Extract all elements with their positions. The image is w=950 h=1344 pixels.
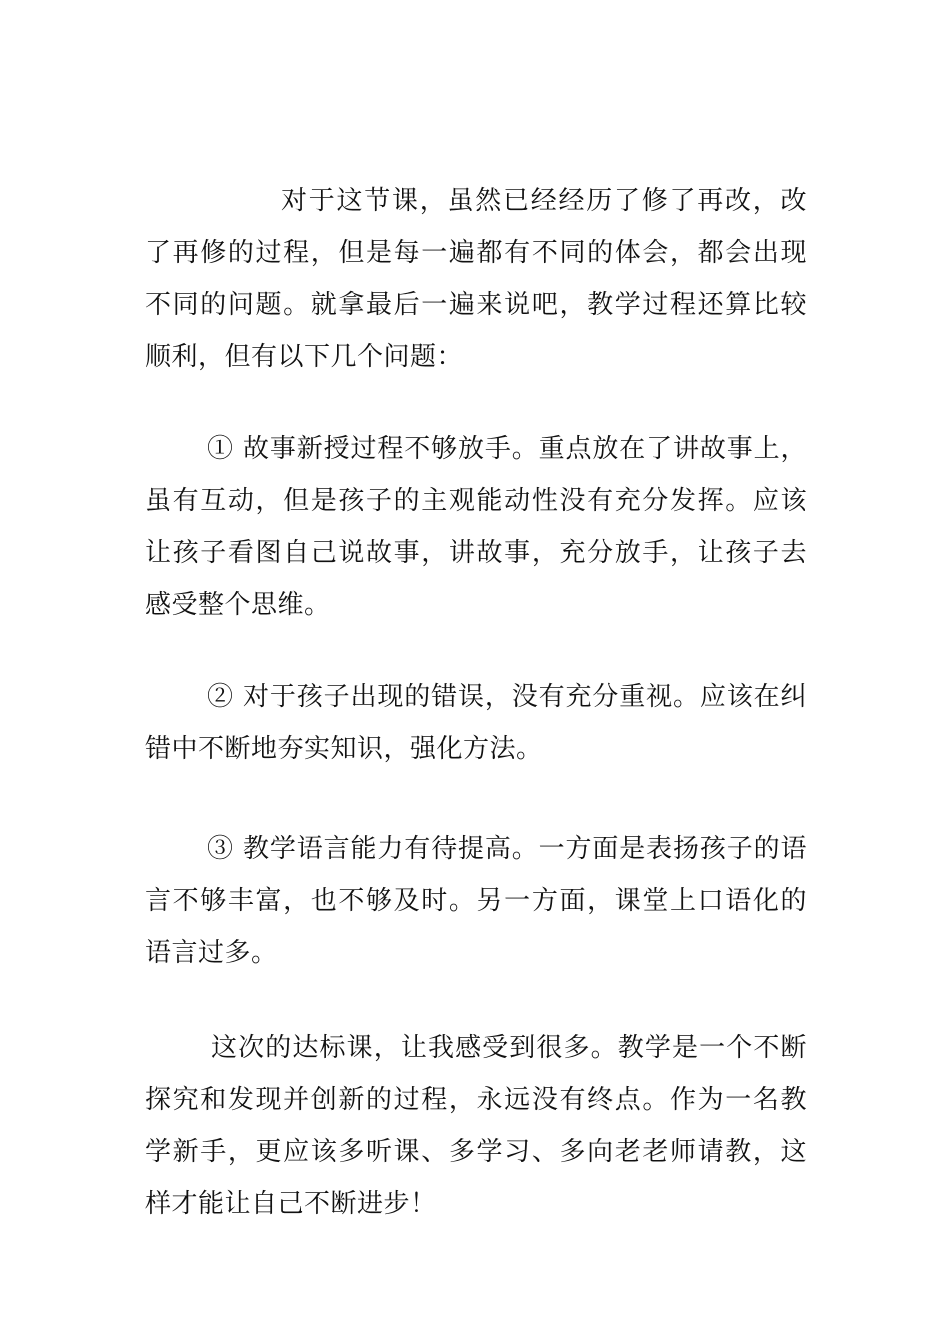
intro-paragraph: 对于这节课，虽然已经经历了修了再改，改了再修的过程，但是每一遍都有不同的体会，都会出现不同的问题。就拿最后一遍来说吧，教学过程还算比较顺利，但有以下几个问题： — [145, 186, 807, 372]
problem-item-3: ③ 教学语言能力有待提高。一方面是表扬孩子的语言不够丰富，也不够及时。另一方面，课堂上口语化的语言过多。 — [145, 834, 807, 968]
problem-item-2: ② 对于孩子出现的错误，没有充分重视。应该在纠错中不断地夯实知识，强化方法。 — [145, 682, 807, 764]
problem-item-1: ① 故事新授过程不够放手。重点放在了讲故事上，虽有互动，但是孩子的主观能动性没有充分发挥。应该让孩子看图自己说故事，讲故事，充分放手，让孩子去感受整个思维。 — [145, 434, 807, 620]
conclusion-paragraph: 这次的达标课，让我感受到很多。教学是一个不断探究和发现并创新的过程，永远没有终点。作为一名教学新手，更应该多听课、多学习、多向老老师请教，这样才能让自己不断进步！ — [145, 1033, 807, 1219]
